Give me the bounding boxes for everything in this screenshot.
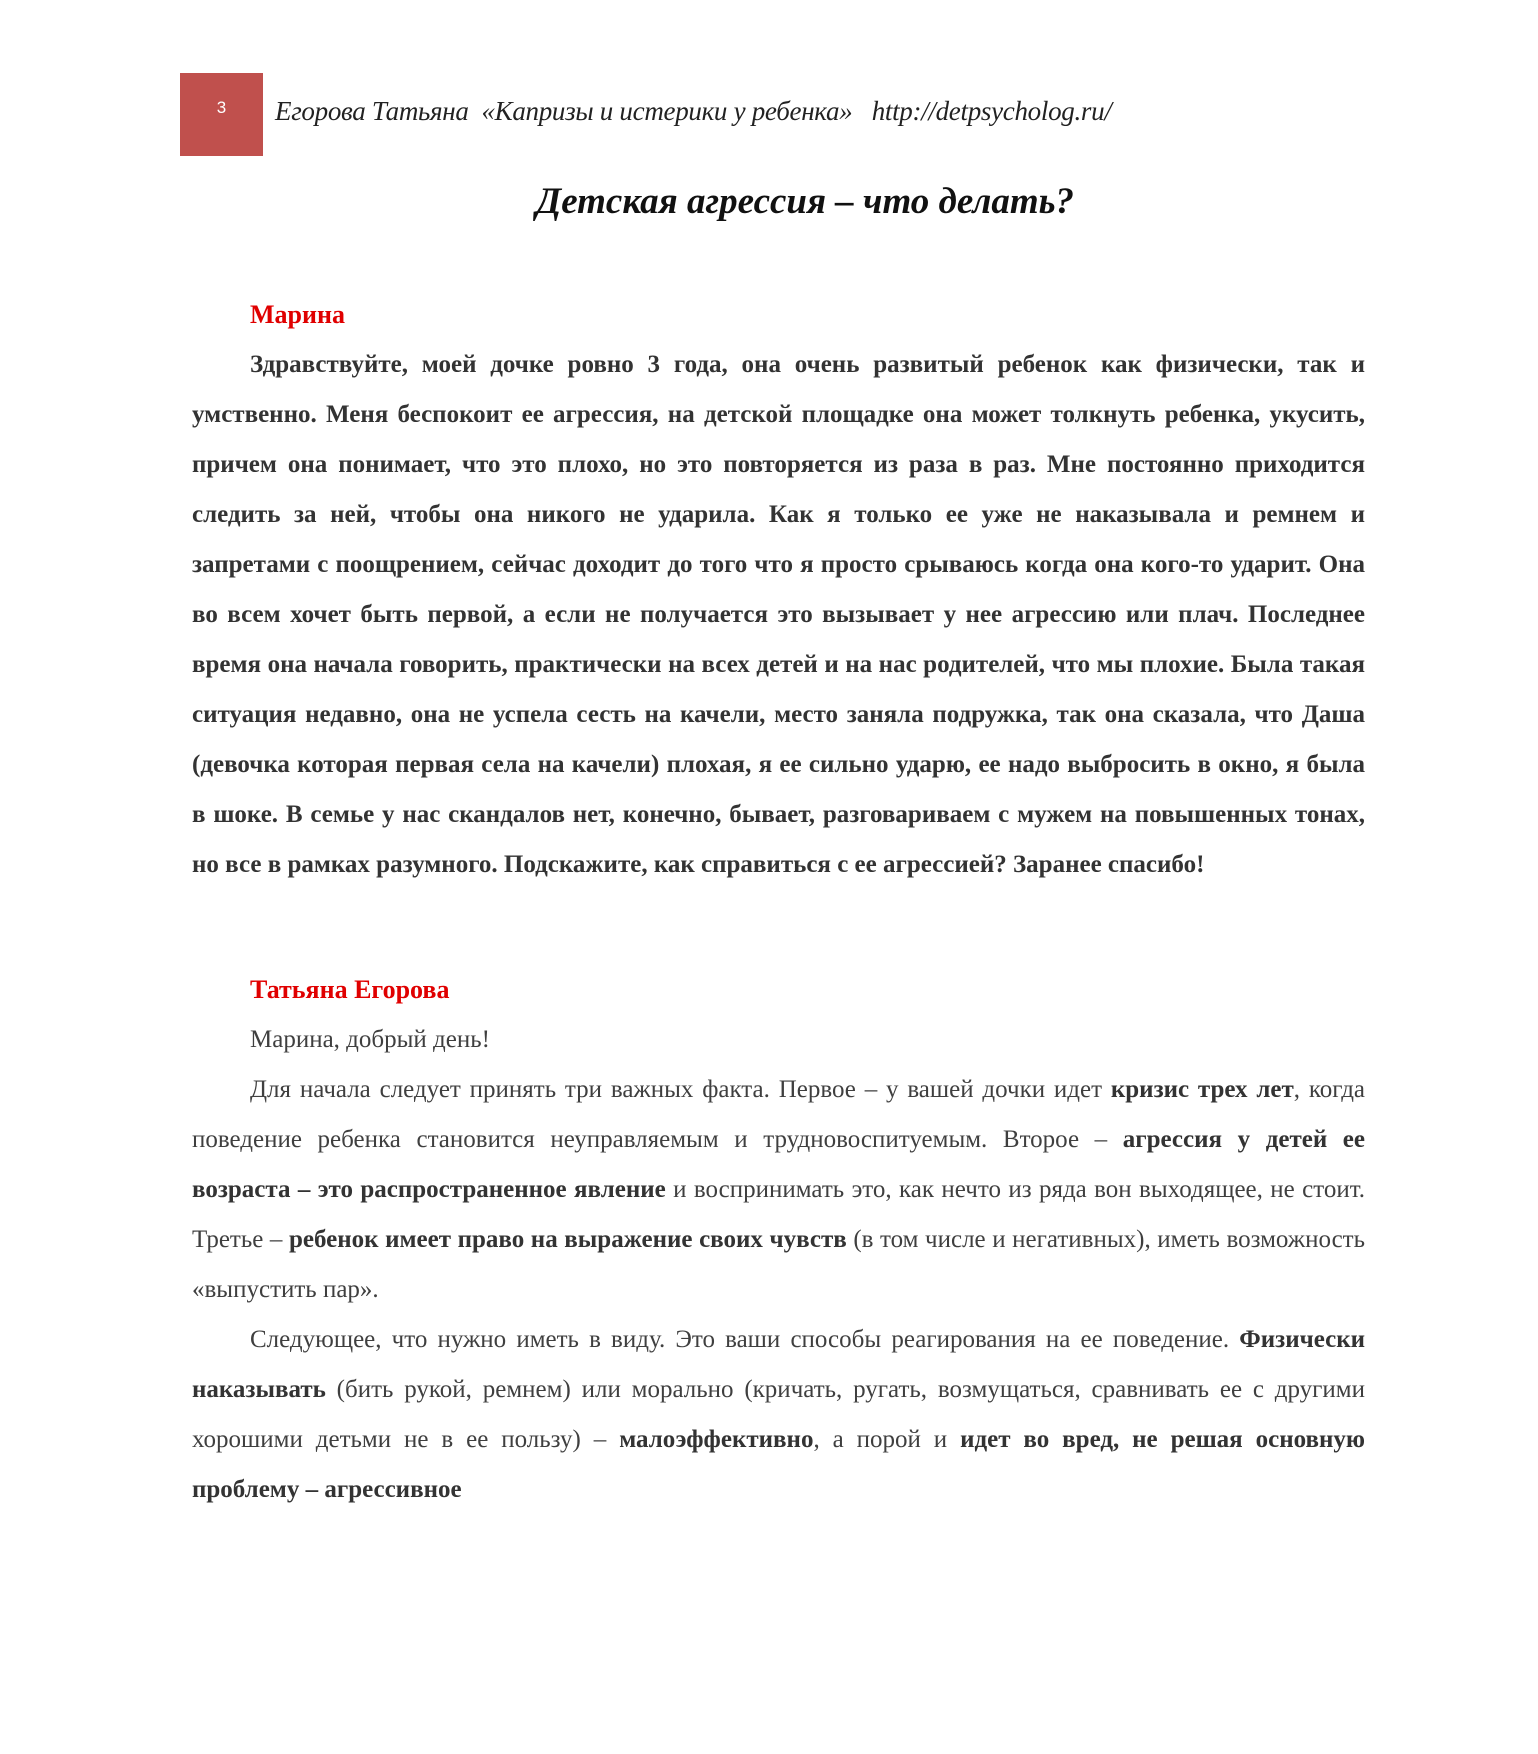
paragraph [192, 1315, 1365, 1515]
paragraph [192, 1065, 1365, 1315]
question-author: Марина [250, 300, 345, 329]
text-segment: и воспринимать это, как нечто из ряда вон выходящее, не стоит. Третье – [192, 1176, 1365, 1253]
bold-text-segment: идет во вред, не решая основную проблему – агрессивное [192, 1426, 1365, 1503]
text-segment: Марина, добрый день! [250, 1026, 490, 1053]
running-header: Егорова Татьяна «Капризы и истерики у ребенка» http://detpsycholog.ru/ [275, 96, 1112, 126]
answer-author: Татьяна Егорова [250, 975, 450, 1004]
text-segment: , а порой и [813, 1426, 961, 1453]
document-body [192, 290, 1365, 1515]
text-segment: (в том числе и негативных), иметь возможность «выпустить пар». [192, 1226, 1366, 1303]
paragraph [192, 340, 1365, 890]
answer-text [192, 1015, 1365, 1515]
question-text [192, 340, 1365, 890]
text-segment: Следующее, что нужно иметь в виду. Это ваши способы реагирования на ее поведение. [250, 1326, 1240, 1353]
page-number: 3 [216, 97, 227, 117]
bold-text-segment: ребенок имеет право на выражение своих чувств [288, 1226, 847, 1253]
bold-text-segment: агрессия у детей ее возраста – это распространенное явление [192, 1126, 1366, 1203]
paragraph [192, 1015, 1365, 1065]
bold-text-segment: малоэффективно [619, 1426, 814, 1453]
bold-text-segment: Физически наказывать [192, 1326, 1365, 1403]
article-title: Детская агрессия – что делать? [535, 181, 1075, 222]
bold-text-segment: кризис трех лет [1110, 1076, 1294, 1103]
text-segment: Для начала следует принять три важных факта. Первое – у вашей дочки идет [250, 1076, 1111, 1103]
text-segment: , когда поведение ребенка становится неуправляемым и трудновоспитуемым. Второе – [192, 1076, 1366, 1153]
text-segment: (бить рукой, ремнем) или морально (кричать, ругать, возмущаться, сравнивать ее с другими хорошими детьми не в ее пользу) – [192, 1376, 1365, 1453]
bold-text-segment: Здравствуйте, моей дочке ровно 3 года, она очень развитый ребенок как физически, так и умственно. Меня беспокоит ее агрессия, на детской площадке она может толкнуть ребенка, укусить, причем она понимает, что это плохо, но это повторяется из раза в раз. Мне постоянно приходится следить за ней, чтобы она никого не ударила. Как я только ее уже не наказывала и ремнем и запретами с поощрением, сейчас доходит до того что я просто срываюсь когда она кого-то ударит. Она во всем хочет быть первой, а если не получается это вызывает у нее агрессию или плач. Последнее время она начала говорить, практически на всех детей и на нас родителей, что мы плохие. Была такая ситуация недавно, она не успела сесть на качели, место заняла подружка, так она сказала, что Даша (девочка которая первая села на качели) плохая, я ее сильно ударю, ее надо выбросить в окно, я была в шоке. В семье у нас скандалов нет, конечно, бывает, разговариваем с мужем на повышенных тонах, но все в рамках разумного. Подскажите, как справиться с ее агрессией? Заранее спасибо! [192, 351, 1365, 878]
page-number-badge [180, 73, 263, 156]
